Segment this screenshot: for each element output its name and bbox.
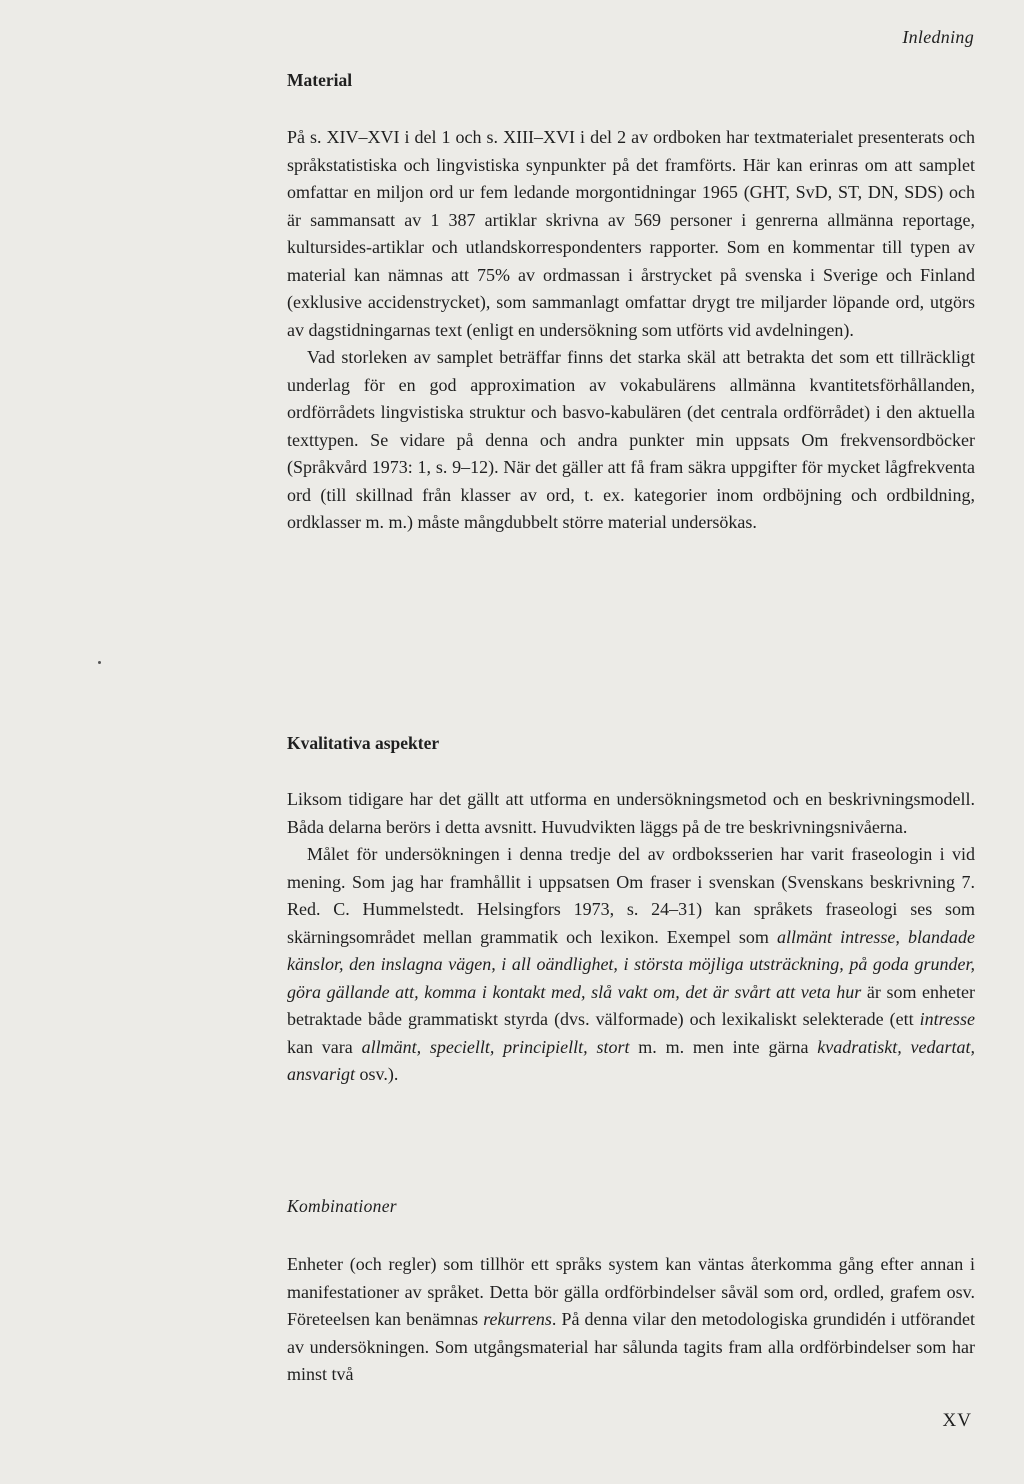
italic-term: intresse (919, 1009, 975, 1029)
text-run: . På denna vilar den metodologiska grundidén i utförandet av undersökningen. Som utgångsmaterial har sålunda tagits fram alla ordförbindelser som har minst två (287, 1309, 975, 1384)
text-run: m. m. men inte gärna (629, 1036, 818, 1057)
italic-examples: allmänt, speciellt, principiellt, stort (361, 1036, 630, 1057)
text-run: är som enheter betraktade både grammatiskt styrda (dvs. välformade) och lexikaliskt selekterade (ett (287, 981, 976, 1029)
text-run: Målet för undersökningen i denna tredje del av ordboksserien har varit fraseologin i vid mening. Som jag har framhållit i uppsatsen Om fraser i svenskan (Svenskans beskrivning 7. Red. C. Hummelstedt. Helsingfors 1973, s. 24–31) kan språkets fraseologi ses som skärningsområdet mellan grammatik och lexikon. Exempel som (287, 844, 975, 947)
section-material-body (287, 124, 975, 537)
paragraph-kvalitativa-1: Liksom tidigare har det gällt att utforma en undersökningsmetod och en beskrivningsmodell. Båda delarna berörs i detta avsnitt. Huvudvikten läggs på de tre beskrivningsnivåerna. (287, 789, 975, 837)
section-heading-kombinationer (287, 1196, 975, 1217)
page-number: XV (942, 1410, 972, 1431)
italic-examples: allmänt intresse, blandade känslor, den inslagna vägen, i all oändlighet, i största möjliga utsträckning, på goda grunder, göra gällande att, komma i kontakt med, slå vakt om, det är svårt att veta hur (287, 926, 975, 1002)
paragraph-kvalitativa-2 (287, 841, 975, 1089)
heading-kvalitativa: Kvalitativa aspekter (287, 733, 440, 753)
paragraph-material-2: Vad storleken av samplet beträffar finns det starka skäl att betrakta det som ett tillräckligt underlag för en god approximation av vokabulärens allmänna kvantitetsförhållanden, ordförrådets lingvistiska struktur och basvo-kabulären (det centrala ordförrådet) i den aktuella texttypen. Se vidare på denna och andra punkter min uppsats Om frekvensordböcker (Språkvård 1973: 1, s. 9–12). När det gäller att få fram säkra uppgifter för mycket lågfrekventa ord (till skillnad från klasser av ord, t. ex. kategorier inom ordböjning och ordbildning, ordklasser m. m.) måste mångdubbelt större material undersökas. (287, 347, 975, 532)
section-kombinationer-body (287, 1251, 975, 1389)
section-heading-material (287, 70, 975, 91)
text-run: Enheter (och regler) som tillhör ett språks system kan väntas återkomma gång efter annan i manifestationer av språket. Detta bör gälla ordförbindelser såväl som ord, ordled, grafem osv. Företeelsen kan benämnas (287, 1254, 975, 1329)
text-run: kan vara (287, 1036, 362, 1057)
heading-kombinationer: Kombinationer (287, 1196, 397, 1216)
text-run: osv.). (355, 1064, 399, 1084)
section-kvalitativa-body (287, 786, 975, 1089)
running-head: Inledning (902, 27, 974, 47)
stray-mark (98, 661, 101, 664)
paragraph-material-1: På s. XIV–XVI i del 1 och s. XIII–XVI i del 2 av ordboken har textmaterialet presenterats och språkstatistiska och lingvistiska synpunkter på det framförts. Här kan erinras om att samplet omfattar en miljon ord ur fem ledande morgontidningar 1965 (GHT, SvD, ST, DN, SDS) och är sammansatt av 1 387 artiklar skrivna av 569 personer i genrerna allmänna reportage, kultursides-artiklar och utlandskorrespondenters rapporter. Som en kommentar till typen av material kan nämnas att 75% av ordmassan i årstrycket på svenska i Sverige och Finland (exklusive accidenstrycket), som sammanlagt omfattar drygt tre miljarder löpande ord, utgörs av dagstidningarnas text (enligt en undersökning som utförts vid avdelningen). (287, 127, 975, 340)
italic-examples: kvadratiskt, vedartat, ansvarigt (287, 1036, 976, 1084)
paragraph-kombinationer-1 (287, 1251, 975, 1389)
section-heading-kvalitativa (287, 733, 975, 754)
heading-material: Material (287, 70, 353, 90)
italic-term: rekurrens (483, 1309, 552, 1329)
